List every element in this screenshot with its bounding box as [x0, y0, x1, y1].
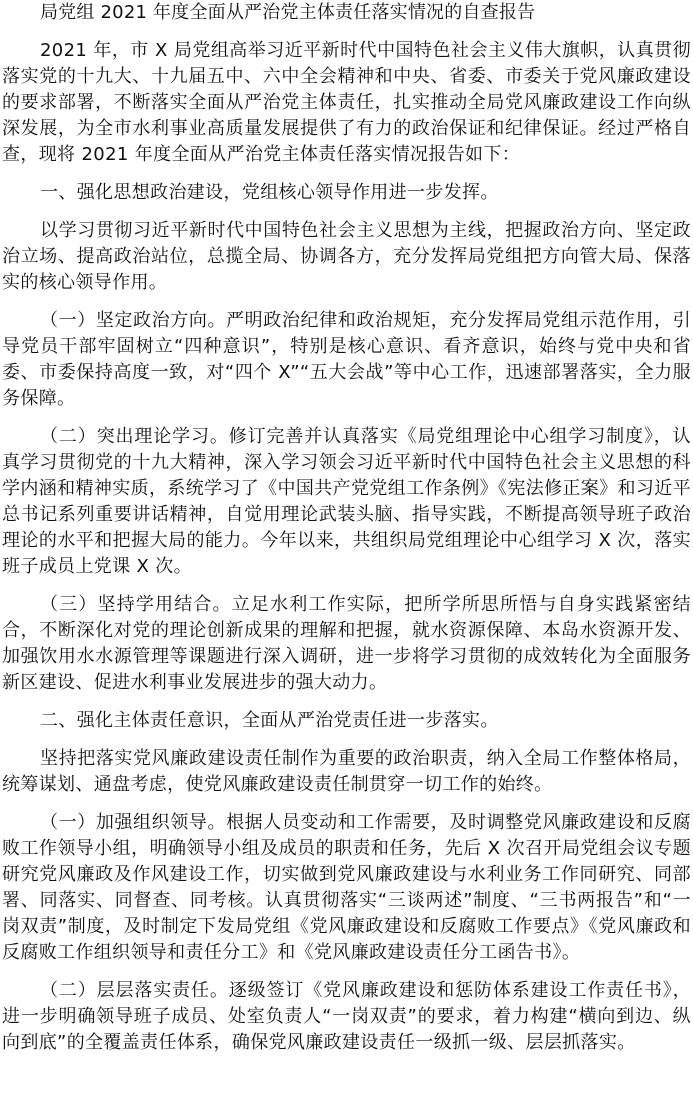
section-1-item-2: （二）突出理论学习。修订完善并认真落实《局党组理论中心组学习制度》，认真学习贯彻党的十九大精神，深入学习领会习近平新时代中国特色社会主义思想的科学内涵和精神实质，系统学习了《中国共产党党组工作条例》《宪法修正案》和习近平总书记系列重要讲话精神，自觉用理论武装头脑、指导实践，不断提高领导班子政治理论的水平和把握大局的能力。今年以来，共组织局党组理论中心组学习 X 次，落实班子成员上党课 X 次。 [2, 426, 691, 577]
section-2-lead-paragraph: 坚持把落实党风廉政建设责任制作为重要的政治职责，纳入全局工作整体格局，统筹谋划、通盘考虑，使党风廉政建设责任制贯穿一切工作的始终。 [2, 748, 691, 795]
section-1-heading: 一、强化思想政治建设，党组核心领导作用进一步发挥。 [40, 182, 499, 203]
section-2-item-2: （二）层层落实责任。逐级签订《党风廉政建设和惩防体系建设工作责任书》，进一步明确领导班子成员、处室负责人“一岗双责”的要求，着力构建“横向到边、纵向到底”的全覆盖责任体系，确保党风廉政建设责任一级抓一级、层层抓落实。 [2, 980, 691, 1053]
section-1-item-1: （一）坚定政治方向。严明政治纪律和政治规矩，充分发挥局党组示范作用，引导党员干部牢固树立“四种意识”，特别是核心意识、看齐意识，始终与党中央和省委、市委保持高度一致，对“四个 X”“五大会战”等中心工作，迅速部署落实，全力服务保障。 [2, 310, 691, 409]
section-1-lead-paragraph: 以学习贯彻习近平新时代中国特色社会主义思想为主线，把握政治方向、坚定政治立场、提高政治站位，总揽全局、协调各方，充分发挥局党组把方向管大局、保落实的核心领导作用。 [2, 220, 691, 293]
section-2-heading: 二、强化主体责任意识，全面从严治党责任进一步落实。 [40, 710, 499, 731]
section-1-item-3: （三）坚持学用结合。立足水利工作实际，把所学所思所悟与自身实践紧密结合，不断深化对党的理论创新成果的理解和把握，就水资源保障、本岛水资源开发、加强饮用水水源管理等课题进行深入调研，进一步将学习贯彻的成效转化为全面服务新区建设、促进水利事业发展进步的强大动力。 [2, 594, 691, 693]
section-2-item-1: （一）加强组织领导。根据人员变动和工作需要，及时调整党风廉政建设和反腐败工作领导小组，明确领导小组及成员的职责和任务，先后 X 次召开局党组会议专题研究党风廉政及作风建设工作，切实做到党风廉政建设与水利业务工作同研究、同部署、同落实、同督查、同考核。认真贯彻落实“三谈两述”制度、“三书两报告”和“一岗双责”制度，及时制定下发局党组《党风廉政建设和反腐败工作要点》《党风廉政和反腐败工作组织领导和责任分工》和《党风廉政建设责任分工函告书》。 [2, 812, 691, 963]
intro-paragraph: 2021 年，市 X 局党组高举习近平新时代中国特色社会主义伟大旗帜，认真贯彻落实党的十九大、十九届五中、六中全会精神和中央、省委、市委关于党风廉政建设的要求部署，不断落实全面从严治党主体责任，扎实推动全局党风廉政建设工作向纵深发展，为全市水利事业高质量发展提供了有力的政治保证和纪律保证。经过严格自查，现将 2021 年度全面从严治党主体责任落实情况报告如下： [2, 40, 691, 165]
document-title: 局党组 2021 年度全面从严治党主体责任落实情况的自查报告 [40, 2, 536, 23]
